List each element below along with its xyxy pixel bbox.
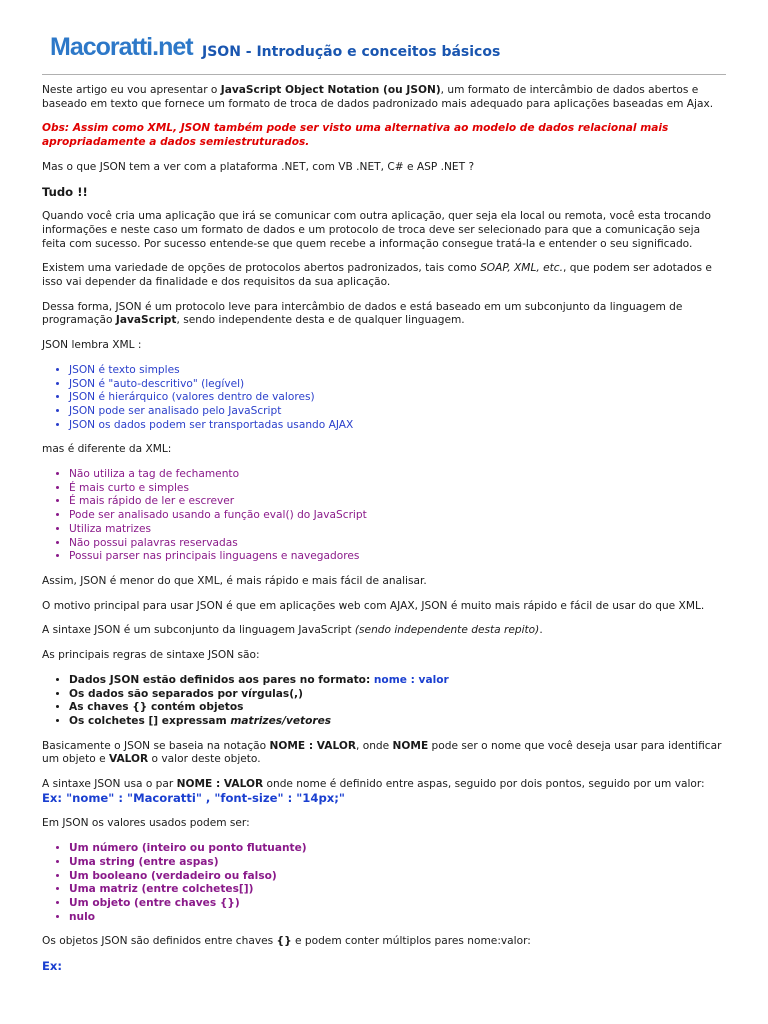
obs-note: Obs: Assim como XML, JSON também pode ser visto uma alternativa ao modelo de dados relacional mais apropriadamente a dados semiestruturados.	[42, 122, 669, 149]
protocols-text-end: , que podem ser adotados e isso vai depender da finalidade e dos requisitos da sua aplicação.	[42, 262, 712, 289]
list-item: • As chaves {} contém objetos	[69, 701, 726, 715]
notation-term: NOME	[392, 739, 429, 752]
communication-paragraph: Quando você cria uma aplicação que irá se comunicar com outra aplicação, quer seja ela local ou remota, você esta trocando informações e neste caso um formato de dados e um protocolo de troca deve ser selecionado para que a comunicação seja feita com sucesso. Por sucesso entende-se que quem recebe a informação consegue tratá-la e entender o seu significado.	[42, 210, 711, 250]
header	[42, 0, 726, 72]
question-paragraph: Mas o que JSON tem a ver com a plataforma .NET, com VB .NET, C# e ASP .NET ?	[42, 160, 475, 173]
notation-text: Basicamente o JSON se baseia na notação	[42, 739, 270, 752]
rule-text: Dados JSON estão definidos aos pares no formato:	[69, 673, 374, 686]
answer-heading: Tudo !!	[42, 184, 88, 199]
notation-term: NOME : VALOR	[269, 739, 356, 752]
intro-json-name: JavaScript Object Notation (ou JSON)	[220, 84, 441, 96]
syntax-text: A sintaxe JSON é um subconjunto da linguagem JavaScript	[42, 624, 355, 637]
list-item: • JSON os dados podem ser transportadas usando AJAX	[69, 419, 726, 433]
article-page	[42, 0, 726, 974]
list-item: • JSON é texto simples	[69, 364, 726, 378]
intro-text: Neste artigo eu vou apresentar o	[42, 84, 221, 96]
summary-paragraph: Assim, JSON é menor do que XML, é mais rápido e mais fácil de analisar.	[42, 574, 427, 587]
list-item: • JSON é "auto-descritivo" (legível)	[69, 378, 726, 392]
pair-text: A sintaxe JSON usa o par	[42, 778, 177, 791]
list-item: • Um número (inteiro ou ponto flutuante)	[69, 842, 726, 856]
notation-term: VALOR	[108, 753, 149, 766]
pair-paragraph	[42, 778, 726, 806]
javascript-term: JavaScript	[115, 314, 177, 327]
syntax-aside: (sendo independente desta repito)	[354, 624, 540, 637]
list-item: • Uma matriz (entre colchetes[])	[69, 883, 726, 897]
list-item: • nulo	[69, 911, 726, 925]
intro-text-end: , um formato de intercâmbio de dados abertos e baseado em texto que fornece um formato de troca de dados padronizado mais adequado para aplicações baseadas em Ajax.	[42, 84, 714, 110]
diferente-list	[42, 468, 726, 564]
motivation-paragraph: O motivo principal para usar JSON é que em aplicações web com AJAX, JSON é muito mais rápido e fácil de usar do que XML.	[42, 599, 705, 612]
list-item: • JSON pode ser analisado pelo JavaScript	[69, 405, 726, 419]
list-item: • Uma string (entre aspas)	[69, 856, 726, 870]
article-content	[42, 84, 726, 985]
intro-paragraph	[42, 84, 726, 111]
list-item	[69, 674, 726, 688]
syntax-period: .	[539, 624, 543, 637]
protocols-text: Existem uma variedade de opções de protocolos abertos padronizados, tais como	[42, 262, 481, 275]
protocols-paragraph	[42, 262, 726, 289]
page-title: JSON - Introdução e conceitos básicos	[202, 44, 501, 60]
values-label: Em JSON os valores usados podem ser:	[42, 817, 250, 830]
list-item: • Possui parser nas principais linguagens e navegadores	[69, 550, 726, 564]
rule-emphasis: matrizes/vetores	[230, 714, 332, 727]
list-item: • Os dados são separados por vírgulas(,)	[69, 688, 726, 702]
notation-text: , onde	[355, 739, 393, 752]
lightweight-text: Dessa forma, JSON é um protocolo leve para intercâmbio de dados e está baseado em um subconjunto da linguagem de programação	[42, 300, 683, 327]
lightweight-text-end: , sendo independente desta e de qualquer linguagem.	[176, 314, 465, 327]
list-item: • Um objeto (entre chaves {})	[69, 897, 726, 911]
list-item: • Não utiliza a tag de fechamento	[69, 468, 726, 482]
rules-list	[42, 674, 726, 729]
notation-text: pode ser o nome que você deseja usar para identificar um objeto e	[42, 739, 722, 766]
list-item: • Não possui palavras reservadas	[69, 537, 726, 551]
lembra-list	[42, 364, 726, 433]
pair-example: Ex: "nome" : "Macoratti" , "font-size" : "14px;"	[42, 790, 345, 805]
example-label: Ex:	[42, 959, 63, 974]
rule-keyword: nome : valor	[373, 673, 449, 686]
header-divider	[42, 74, 726, 75]
syntax-paragraph	[42, 624, 726, 638]
list-item: • Um booleano (verdadeiro ou falso)	[69, 870, 726, 884]
lembra-label: JSON lembra XML :	[42, 339, 142, 352]
objects-text: Os objetos JSON são definidos entre chaves	[42, 935, 277, 948]
list-item: • Utiliza matrizes	[69, 523, 726, 537]
pair-text: onde nome é definido entre aspas, seguido por dois pontos, seguido por um valor:	[263, 778, 705, 791]
site-logo[interactable]: Macoratti.net	[50, 33, 193, 61]
objects-text-end: e podem conter múltiplos pares nome:valor:	[291, 935, 531, 948]
rule-text: Os colchetes [] expressam	[69, 714, 231, 727]
list-item: • Pode ser analisado usando a função eval() do JavaScript	[69, 509, 726, 523]
objects-braces: {}	[276, 935, 292, 948]
list-item: • É mais rápido de ler e escrever	[69, 495, 726, 509]
notation-paragraph	[42, 740, 726, 767]
diferente-label: mas é diferente da XML:	[42, 443, 172, 456]
values-list	[42, 842, 726, 924]
pair-term: NOME : VALOR	[176, 778, 264, 791]
objects-paragraph	[42, 935, 726, 949]
list-item: • É mais curto e simples	[69, 482, 726, 496]
protocols-examples: SOAP, XML, etc.	[480, 262, 563, 275]
list-item: • JSON é hierárquico (valores dentro de valores)	[69, 391, 726, 405]
list-item	[69, 715, 726, 729]
notation-text: o valor deste objeto.	[148, 753, 261, 766]
lightweight-paragraph	[42, 301, 726, 328]
rules-label: As principais regras de sintaxe JSON são:	[42, 649, 260, 662]
